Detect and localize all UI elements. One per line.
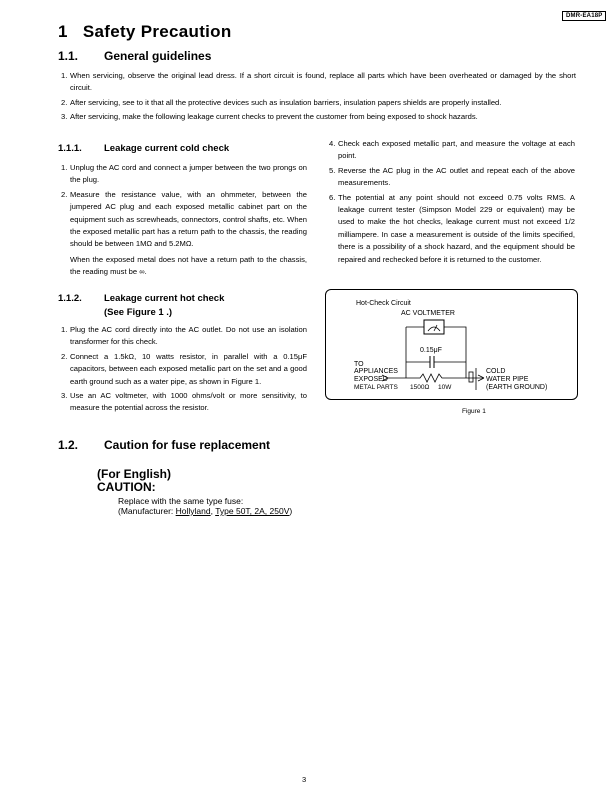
- general-item: 3. After servicing, make the following leakage current checks to prevent the customer from being exposed to shock hazards.: [61, 112, 478, 122]
- general-item-text: After servicing, make the following leakage current checks to prevent the customer from being exposed to shock hazards.: [70, 112, 478, 122]
- cold-check-item-text: Measure the resistance value, with an ohmmeter, between the jumpered AC plug and each exposed metallic cabinet part on the equipment such as screwheads, connectors, control shafts, etc. When the exposed metallic part has a return path to the chassis, the reading should be between 1MΩ and 5.2MΩ.: [70, 189, 307, 249]
- hot-check-item-text: Connect a 1.5kΩ, 10 watts resistor, in parallel with a 0.15μF capacitors, between each exposed metallic part on the set and a good earth ground such as a water pipe, as shown in Figure 1.: [70, 351, 307, 386]
- general-heading: [58, 49, 211, 63]
- hot-check-item-text: Use an AC voltmeter, with 1000 ohms/volt or more sensitivity, to measure the potential across the resistor.: [70, 391, 307, 413]
- section-title: [58, 22, 232, 42]
- fuse-title: Caution for fuse replacement: [104, 438, 271, 452]
- cold-check-title: Leakage current cold check: [104, 143, 230, 154]
- hot-check-figure: [325, 289, 578, 400]
- hot-check-item-text: Reverse the AC plug in the AC outlet and repeat each of the above measurements.: [338, 165, 575, 188]
- cold-check-note: When the exposed metal does not have a return path to the chassis, the reading must be ∞.: [70, 254, 307, 277]
- left-label-4: METAL PARTS: [354, 384, 398, 391]
- hot-check-item: 1. Plug the AC cord directly into the AC outlet. Do not use an isolation transformer for this check.: [61, 325, 307, 347]
- general-item: 1. When servicing, observe the original lead dress. If a short circuit is found, replace all parts which have been overheated or damaged by the short circuit.: [61, 71, 576, 93]
- section-title-text: Safety Precaution: [82, 22, 232, 41]
- hot-check-number: 1.1.2.: [58, 293, 82, 304]
- caution-label: CAUTION:: [97, 480, 156, 494]
- right-label-2: WATER PIPE: [486, 376, 529, 383]
- fuse-heading: [58, 438, 270, 452]
- section-number: 1: [58, 22, 68, 41]
- hot-check-item: 2. Connect a 1.5kΩ, 10 watts resistor, in parallel with a 0.15μF capacitors, between each exposed metallic part on the set and a good earth ground such as a water pipe, as shown in Figure 1.: [61, 351, 307, 386]
- hot-check-subtitle: (See Figure 1 .): [104, 307, 173, 318]
- hot-check-circuit-diagram: [326, 290, 577, 399]
- hot-check-item: 6. The potential at any point should not exceed 0.75 volts RMS. A leakage current tester (Simpson Model 229 or equivalent) may be used to make the hot checks, leakage current must not exceed 1/2 milliampere. In case a measurement is outside of the limits specified, there is a possibility of a shock hazard, and the equipment should be repaired and rechecked before it is returned to the customer.: [329, 192, 575, 264]
- hot-check-list-left: [61, 324, 307, 417]
- caution-language: (For English): [97, 467, 171, 481]
- caution-block: [97, 467, 292, 516]
- fuse-number: 1.2.: [58, 438, 79, 452]
- left-label-2: APPLIANCES: [354, 368, 398, 375]
- hot-check-heading: [58, 292, 224, 320]
- cold-check-heading: [58, 142, 229, 156]
- right-label-1: COLD: [486, 368, 506, 375]
- caution-suffix: ): [289, 506, 293, 516]
- general-list: [61, 70, 576, 126]
- hot-check-title: Leakage current hot check: [104, 293, 225, 304]
- hot-check-item-text: Plug the AC cord directly into the AC outlet. Do not use an isolation transformer for this check.: [70, 325, 307, 347]
- resistor-symbol: [388, 374, 476, 382]
- ground-clamp: [469, 372, 473, 382]
- caution-prefix: (Manufacturer:: [118, 506, 176, 516]
- voltmeter-label: AC VOLTMETER: [401, 310, 455, 317]
- caution-separator: ,: [210, 506, 216, 516]
- left-label-3: EXPOSED: [354, 376, 388, 383]
- model-tag: DMR-EA18P: [562, 11, 606, 21]
- resistor-label: 1500Ω: [410, 384, 430, 391]
- fuse-type: Type 50T, 2A, 250V: [215, 506, 290, 516]
- figure-title: Hot-Check Circuit: [356, 300, 411, 307]
- cold-check-item-text: Unplug the AC cord and connect a jumper between the two prongs on the plug.: [70, 163, 307, 185]
- watts-label: 10W: [438, 384, 452, 391]
- caution-line-1: Replace with the same type fuse:: [118, 496, 244, 506]
- fuse-manufacturer: Hollyland: [175, 506, 211, 516]
- capacitor-label: 0.15μF: [420, 347, 442, 354]
- cold-check-item: 2. Measure the resistance value, with an ohmmeter, between the jumpered AC plug and each exposed metallic cabinet part on the equipment such as screwheads, connectors, control shafts, etc. When the exposed metallic part has a return path to the chassis, the reading should be between 1MΩ and 5.2MΩ.: [61, 189, 307, 249]
- general-item: 2. After servicing, see to it that all the protective devices such as insulation barriers, insulation papers shields are properly installed.: [61, 97, 502, 107]
- cold-check-number: 1.1.1.: [58, 143, 82, 154]
- general-item-text: When servicing, observe the original lead dress. If a short circuit is found, replace all parts which have been overheated or damaged by the short circuit.: [70, 71, 576, 93]
- hot-check-item-text: The potential at any point should not exceed 0.75 volts RMS. A leakage current tester (Simpson Model 229 or equivalent) may be used to make the hot checks, leakage current must not exceed 1/2 milliampere. In case a measurement is outside of the limits specified, there is a possibility of a shock hazard, and the equipment should be repaired and rechecked before it is returned to the customer.: [338, 192, 575, 264]
- page-number: 3: [302, 775, 307, 784]
- caution-line-2: [118, 506, 292, 516]
- hot-check-item-text: Check each exposed metallic part, and measure the voltage at each point.: [338, 139, 575, 161]
- hot-check-list-right: [329, 138, 575, 268]
- hot-check-item: 3. Use an AC voltmeter, with 1000 ohms/volt or more sensitivity, to measure the potential across the resistor.: [61, 391, 307, 413]
- left-label-1: TO: [354, 361, 364, 368]
- cold-check-item: 1. Unplug the AC cord and connect a jumper between the two prongs on the plug.: [61, 163, 307, 185]
- cold-check-list: [61, 162, 307, 279]
- hot-check-item: 5. Reverse the AC plug in the AC outlet and repeat each of the above measurements.: [329, 165, 575, 188]
- general-item-text: After servicing, see to it that all the protective devices such as insulation barriers, insulation papers shields are properly installed.: [70, 97, 502, 107]
- figure-caption: Figure 1: [462, 408, 486, 415]
- general-title: General guidelines: [104, 49, 212, 63]
- hot-check-item: 4. Check each exposed metallic part, and measure the voltage at each point.: [329, 139, 575, 161]
- right-label-3: (EARTH GROUND): [486, 384, 548, 391]
- voltmeter-icon: [424, 320, 444, 334]
- general-number: 1.1.: [58, 49, 79, 63]
